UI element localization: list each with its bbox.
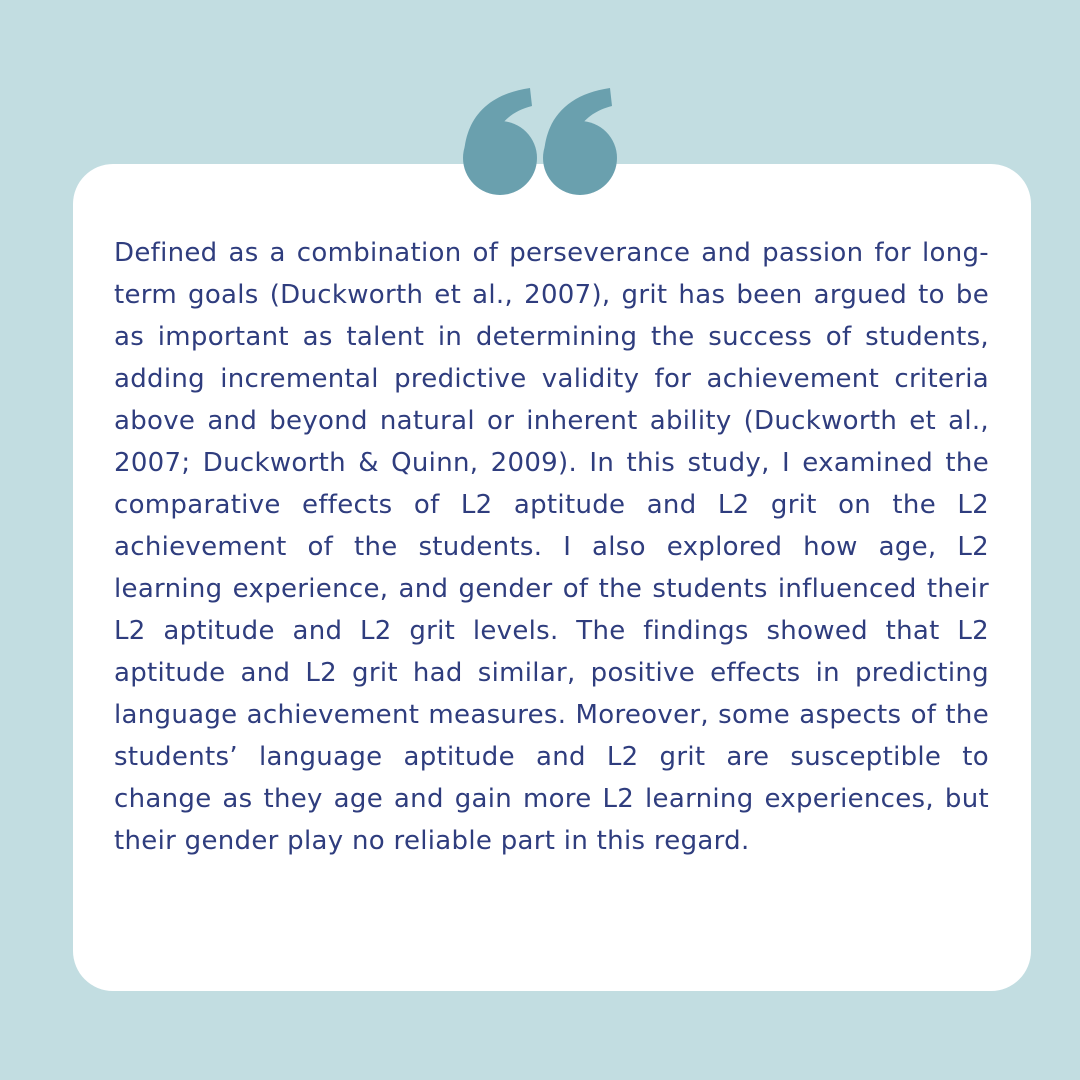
opening-double-quote-icon [462,88,620,196]
quote-text: Defined as a combination of perseverance and passion for long-term goals (Duckworth et al., 2007), grit has been argued to be as important as talent in determining the success of students, adding incremental predictive validity for achievement criteria above and beyond natural or inherent ability (Duckworth et al., 2007; Duckworth & Quinn, 2009). In this study, I examined the comparative effects of L2 aptitude and L2 grit on the L2 achievement of the students. I also explored how age, L2 learning experience, and gender of the students influenced their L2 aptitude and L2 grit levels. The findings showed that L2 aptitude and L2 grit had similar, positive effects in predicting language achievement measures. Moreover, some aspects of the students’ language aptitude and L2 grit are susceptible to change as they age and gain more L2 learning experiences, but their gender play no reliable part in this regard. [114,238,989,856]
